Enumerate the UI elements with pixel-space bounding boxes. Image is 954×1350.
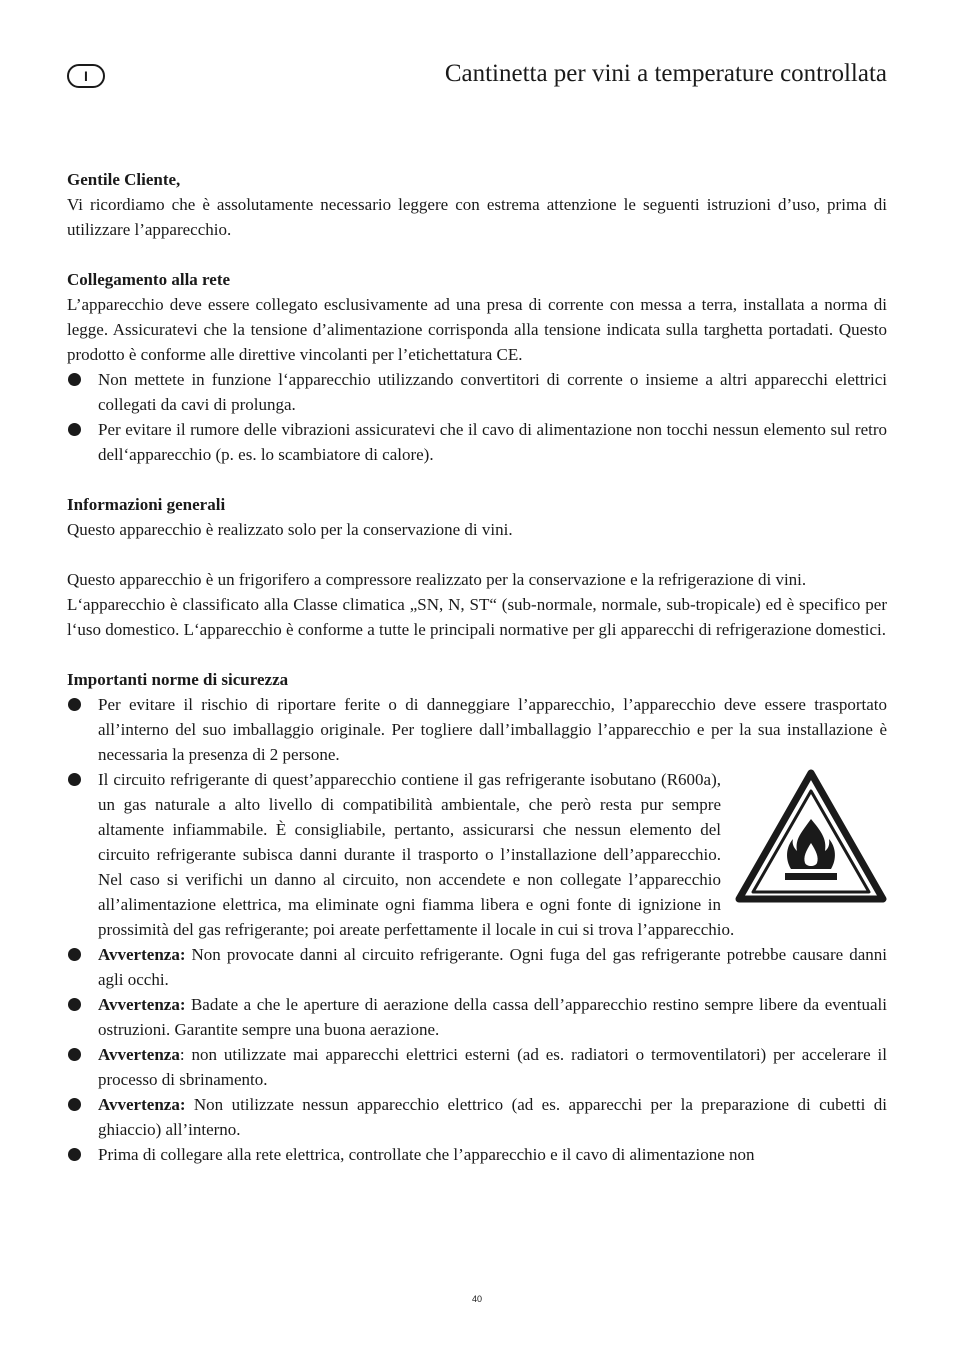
- warning-text: Badate a che le aperture di aerazione della cassa dell’apparecchio restino sempre libere da eventuali ostruzioni. Garantite sempre una buona aerazione.: [98, 995, 887, 1039]
- warning-label: Avvertenza:: [98, 995, 186, 1014]
- general-section: [67, 492, 887, 542]
- safety-section: [67, 667, 887, 1167]
- greeting-text: Vi ricordiamo che è assolutamente necessario leggere con estrema attenzione le seguenti istruzioni d’uso, prima di utilizzare l’apparecchio.: [67, 195, 887, 239]
- page-number: 40: [471, 1294, 482, 1304]
- warning-label: Avvertenza: [98, 1045, 180, 1064]
- list-item: [67, 1092, 887, 1142]
- warning-text: Non provocate danni al circuito refrigerante. Ogni fuga del gas refrigerante potrebbe causare danni agli occhi.: [98, 945, 887, 989]
- general-text: Questo apparecchio è realizzato solo per la conservazione di vini.: [67, 520, 513, 539]
- mains-section: [67, 267, 887, 467]
- safety-heading: Importanti norme di sicurezza: [67, 670, 289, 689]
- refrigerant-warning-text: Il circuito refrigerante di quest’apparecchio contiene il gas refrigerante isobutano (R600a), un gas naturale a alto livello di compatibilità ambientale, che però resta pur sempre altamente infiammabile. È consigliabile, pertanto, assicurarsi che nessun elemento del circuito refrigerante subisca danni durante il trasporto o l’installazione dell’apparecchio. Nel caso si verifichi un danno al circuito, non accendete e non collegate l’apparecchio all’alimentazione elettrica, ma eliminate ogni fiamma libera e ogni fonte di ignizione in prossimità del gas refrigerante; poi areate perfettamente il locale in cui si trova l’apparecchio.: [98, 770, 735, 939]
- general-text: Questo apparecchio è un frigorifero a compressore realizzato per la conservazione e la refrigerazione di vini.: [67, 570, 807, 589]
- general-heading: Informazioni generali: [67, 495, 226, 514]
- list-item: [67, 767, 887, 942]
- warning-text: Non utilizzate nessun apparecchio elettrico (ad es. apparecchi per la preparazione di cubetti di ghiaccio) all’interno.: [98, 1095, 887, 1139]
- mains-heading: Collegamento alla rete: [67, 270, 231, 289]
- warning-label: Avvertenza:: [98, 1095, 186, 1114]
- safety-bullet-list: [67, 692, 887, 1167]
- warning-label: Avvertenza:: [98, 945, 186, 964]
- list-item: Per evitare il rumore delle vibrazioni assicuratevi che il cavo di alimentazione non tocchi nessun elemento sul retro dell‘apparecchio (p. es. lo scambiatore di calore).: [67, 417, 887, 467]
- greeting-section: [67, 167, 887, 242]
- mains-bullet-list: [67, 367, 887, 467]
- list-item: Non mettete in funzione l‘apparecchio utilizzando convertitori di corrente o insieme a altri apparecchi elettrici collegati da cavi di prolunga.: [67, 367, 887, 417]
- list-item: [67, 1042, 887, 1092]
- language-badge: I: [67, 64, 105, 88]
- page: [67, 0, 887, 1350]
- general-text: L‘apparecchio è classificato alla Classe climatica „SN, N, ST“ (sub-normale, normale, sub-tropicale) ed è specifico per l‘uso domestico. L‘apparecchio è conforme a tutte le principali normative per gli apparecchi di refrigerazione domestici.: [67, 595, 887, 639]
- page-title: Cantinetta per vini a temperature controllata: [444, 60, 887, 87]
- list-item: [67, 942, 887, 992]
- list-item: [67, 992, 887, 1042]
- mains-text: L’apparecchio deve essere collegato esclusivamente ad una presa di corrente con messa a terra, installata a norma di legge. Assicuratevi che la tensione d’alimentazione corrisponda alla tensione indicata sulla targhetta portadati. Questo prodotto è conforme alle direttive vincolanti per l’etichettatura CE.: [67, 295, 887, 364]
- list-item: Prima di collegare alla rete elettrica, controllate che l’apparecchio e il cavo di alimentazione non: [67, 1142, 887, 1167]
- warning-text: : non utilizzate mai apparecchi elettrici esterni (ad es. radiatori o termoventilatori) per accelerare il processo di sbrinamento.: [98, 1045, 887, 1089]
- list-item: Per evitare il rischio di riportare ferite o di danneggiare l’apparecchio, l’apparecchio deve essere trasportato all’interno del suo imballaggio originale. Per togliere dall’imballaggio l’apparecchio e per la sua installazione è necessaria la presenza di 2 persone.: [67, 692, 887, 767]
- greeting-heading: Gentile Cliente,: [67, 170, 181, 189]
- flammable-warning-icon: [735, 769, 887, 904]
- document-body: [67, 167, 887, 1192]
- general-details: [67, 567, 887, 642]
